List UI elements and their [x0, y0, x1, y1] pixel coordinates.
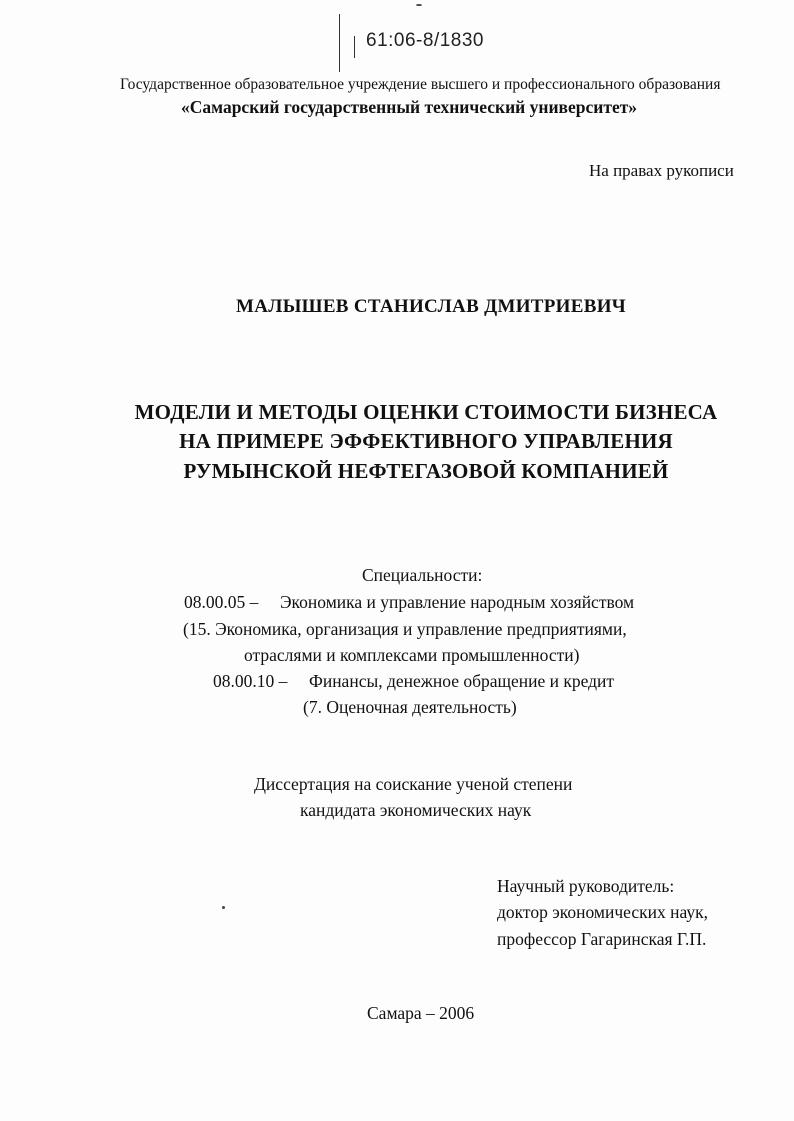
supervisor-name: профессор Гагаринская Г.П.	[497, 929, 707, 949]
thesis-title-line-3: РУМЫНСКОЙ НЕФТЕГАЗОВОЙ КОМПАНИЕЙ	[183, 459, 669, 483]
degree-line-2: кандидата экономических наук	[300, 800, 532, 820]
degree-line-1: Диссертация на соискание ученой степени	[254, 774, 573, 794]
supervisor-degree: доктор экономических наук,	[497, 902, 708, 922]
supervisor-heading: Научный руководитель:	[497, 876, 675, 896]
margin-mark-line	[339, 14, 340, 72]
scan-speck	[416, 4, 422, 6]
specialty-subline: отраслями и комплексами промышленности)	[244, 645, 580, 665]
author-name: МАЛЫШЕВ СТАНИСЛАВ ДМИТРИЕВИЧ	[236, 296, 627, 317]
specialty-name: Экономика и управление народным хозяйством	[280, 592, 635, 612]
manuscript-note: На правах рукописи	[589, 161, 734, 180]
margin-mark-line	[354, 36, 355, 58]
institution-name: Государственное образовательное учреждение высшего и профессионального образования	[120, 76, 721, 93]
specialty-code: 08.00.05 –	[184, 592, 259, 612]
specialty-code: 08.00.10 –	[213, 671, 288, 691]
scan-speck	[222, 906, 225, 909]
thesis-title-line-2: НА ПРИМЕРЕ ЭФФЕКТИВНОГО УПРАВЛЕНИЯ	[179, 429, 673, 453]
specialty-subline: (15. Экономика, организация и управление предприятиями,	[183, 619, 627, 639]
specialty-subline: (7. Оценочная деятельность)	[303, 697, 517, 717]
city-year: Самара – 2006	[367, 1003, 475, 1023]
university-name: «Самарский государственный технический университет»	[181, 97, 638, 117]
thesis-title-line-1: МОДЕЛИ И МЕТОДЫ ОЦЕНКИ СТОИМОСТИ БИЗНЕСА	[134, 400, 718, 424]
specialties-heading: Специальности:	[362, 565, 483, 585]
specialty-row	[184, 592, 634, 613]
specialty-row	[213, 671, 614, 692]
archive-stamp-code: 61:06-8/1830	[366, 30, 484, 51]
specialty-name: Финансы, денежное обращение и кредит	[309, 671, 615, 691]
